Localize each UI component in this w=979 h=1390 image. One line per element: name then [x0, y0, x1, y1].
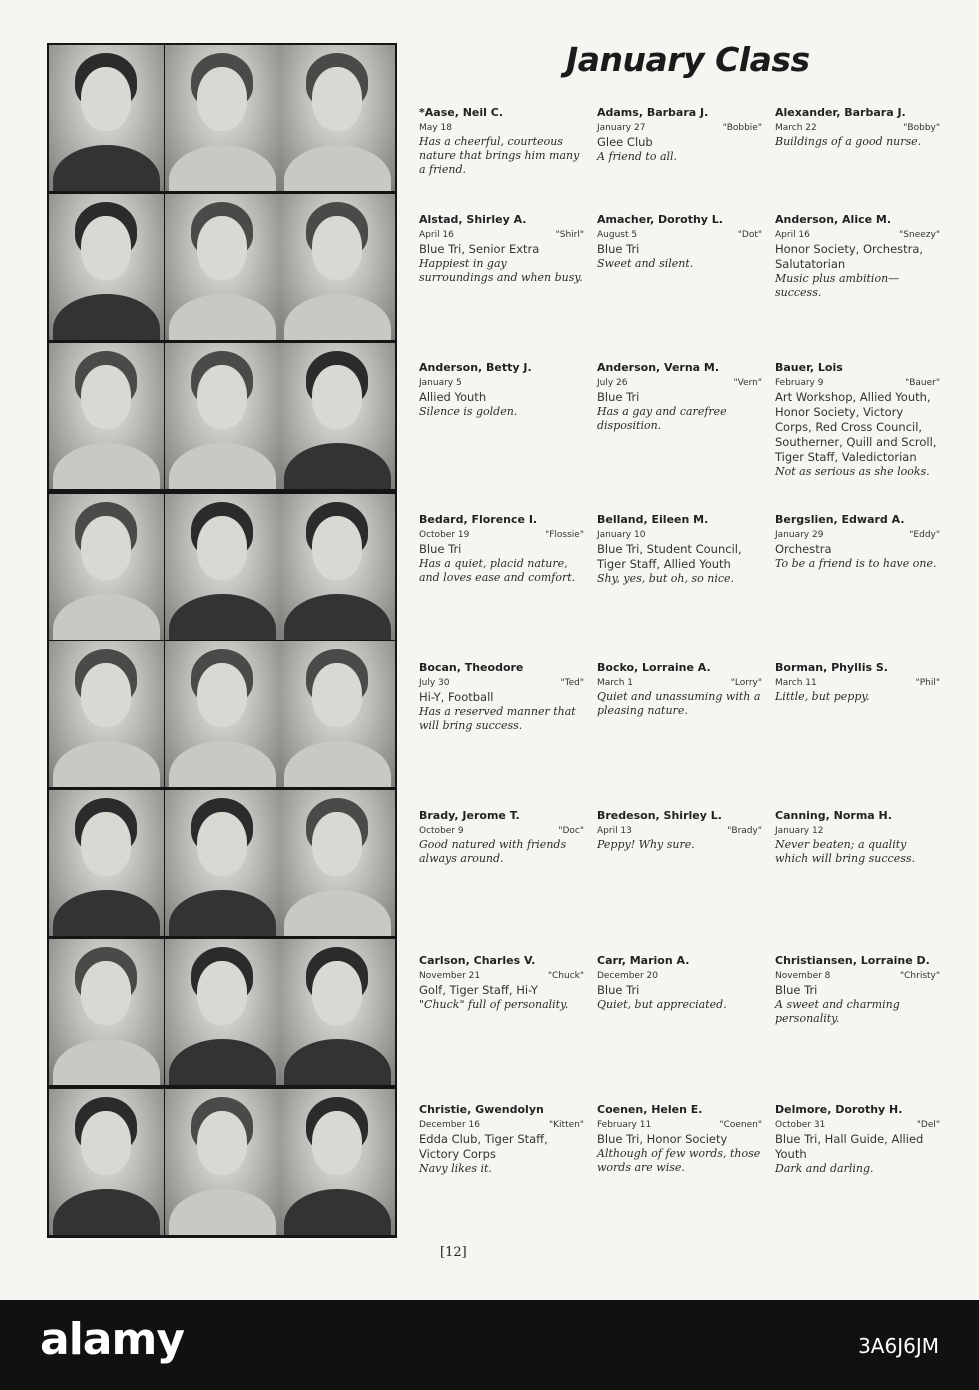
student-activities: Hi-Y, Football: [419, 690, 494, 704]
student-name: Anderson, Verna M.: [597, 361, 720, 374]
student-quote: Quiet, but appreciated.: [597, 998, 727, 1011]
student-birthday: April 16: [775, 230, 810, 240]
student-name: Carlson, Charles V.: [419, 954, 536, 967]
student-activities: Blue Tri: [597, 242, 640, 256]
student-activities: Blue Tri, Senior Extra: [419, 242, 540, 256]
student-portrait: [280, 790, 395, 936]
student-name: Amacher, Dorothy L.: [597, 213, 723, 226]
student-quote: To be a friend is to have one.: [775, 557, 937, 570]
student-entry: [775, 212, 940, 300]
student-activities: Blue Tri, Student Council, Tiger Staff, Allied Youth: [597, 542, 742, 571]
student-quote: "Chuck" full of personality.: [419, 998, 569, 1011]
student-quote: Shy, yes, but oh, so nice.: [597, 572, 735, 585]
student-entry: [419, 105, 584, 177]
student-portrait: [280, 1089, 395, 1235]
student-name: Bocan, Theodore: [419, 661, 524, 674]
student-portrait: [165, 790, 280, 936]
student-nickname: "Coenen": [719, 1120, 762, 1130]
student-entry: [419, 1102, 584, 1176]
student-activities: Blue Tri: [597, 983, 640, 997]
student-birthday: August 5: [597, 230, 638, 240]
student-entry: [775, 660, 940, 704]
student-birthday: January 5: [419, 378, 462, 388]
student-nickname: "Phil": [915, 678, 940, 688]
student-activities: Blue Tri, Honor Society: [597, 1132, 728, 1146]
watermark-bar: [0, 1300, 979, 1390]
student-name: Alexander, Barbara J.: [775, 106, 906, 119]
student-name: Delmore, Dorothy H.: [775, 1103, 903, 1116]
student-entry: [419, 808, 584, 866]
student-entry: [419, 660, 584, 733]
student-portrait: [165, 343, 280, 489]
portrait-grid: [47, 43, 397, 1238]
student-birthday: November 21: [419, 971, 481, 981]
student-quote: Good natured with friends always around.: [419, 838, 567, 865]
student-birthday: February 11: [597, 1120, 652, 1130]
student-entry: [597, 660, 762, 718]
student-nickname: "Lorry": [730, 678, 762, 688]
student-nickname: "Christy": [899, 971, 940, 981]
student-activities: Blue Tri, Hall Guide, Allied Youth: [775, 1132, 924, 1161]
student-name: Borman, Phyllis S.: [775, 661, 888, 674]
student-activities: Orchestra: [775, 542, 832, 556]
student-quote: Silence is golden.: [419, 405, 518, 418]
student-portrait: [49, 494, 164, 640]
student-birthday: May 18: [419, 123, 452, 133]
student-name: Carr, Marion A.: [597, 954, 690, 967]
student-name: Belland, Eileen M.: [597, 513, 709, 526]
student-birthday: November 8: [775, 971, 831, 981]
student-activities: Honor Society, Orchestra, Salutatorian: [775, 242, 924, 271]
student-quote: A sweet and charming personality.: [775, 998, 900, 1025]
student-quote: Music plus ambition—success.: [775, 272, 900, 299]
student-activities: Blue Tri: [597, 390, 640, 404]
student-quote: Buildings of a good nurse.: [775, 135, 922, 148]
student-name: Brady, Jerome T.: [419, 809, 520, 822]
student-portrait: [49, 194, 164, 340]
student-portrait: [49, 939, 164, 1085]
page-number: [12]: [440, 1245, 467, 1260]
student-quote: Not as serious as she looks.: [775, 465, 930, 478]
student-portrait: [165, 45, 280, 191]
watermark-logo: alamy: [40, 1314, 184, 1365]
student-entry: [597, 1102, 762, 1175]
student-portrait: [165, 1089, 280, 1235]
student-nickname: "Bobby": [903, 123, 940, 133]
student-quote: Has a cheerful, courteous nature that brings him many a friend.: [419, 135, 580, 176]
student-birthday: July 26: [597, 378, 628, 388]
student-entry: [419, 212, 584, 285]
student-entry: [597, 512, 762, 586]
student-activities: Edda Club, Tiger Staff, Victory Corps: [419, 1132, 548, 1161]
student-nickname: "Dot": [737, 230, 762, 240]
student-name: Christie, Gwendolyn: [419, 1103, 544, 1116]
student-portrait: [165, 641, 280, 787]
student-portrait: [49, 45, 164, 191]
student-quote: Has a reserved manner that will bring success.: [419, 705, 576, 732]
student-activities: Blue Tri: [775, 983, 818, 997]
student-name: Canning, Norma H.: [775, 809, 892, 822]
student-name: *Aase, Neil C.: [419, 106, 503, 119]
student-portrait: [280, 494, 395, 640]
student-portrait: [49, 343, 164, 489]
student-name: Coenen, Helen E.: [597, 1103, 703, 1116]
student-entry: [597, 212, 762, 271]
page-title: January Class: [566, 40, 810, 79]
student-nickname: "Brady": [727, 826, 762, 836]
student-name: Bocko, Lorraine A.: [597, 661, 711, 674]
student-name: Alstad, Shirley A.: [419, 213, 527, 226]
student-entry: [597, 808, 762, 852]
student-quote: Has a quiet, placid nature, and loves ease and comfort.: [419, 557, 576, 584]
student-nickname: "Eddy": [909, 530, 940, 540]
student-birthday: February 9: [775, 378, 824, 388]
student-nickname: "Sneezy": [899, 230, 940, 240]
student-quote: Little, but peppy.: [775, 690, 870, 703]
student-quote: Never beaten; a quality which will bring success.: [775, 838, 916, 865]
student-birthday: January 29: [775, 530, 824, 540]
student-quote: Navy likes it.: [419, 1162, 492, 1175]
student-birthday: December 20: [597, 971, 658, 981]
student-nickname: "Doc": [558, 826, 584, 836]
student-entry: [775, 105, 940, 149]
student-birthday: October 31: [775, 1120, 826, 1130]
student-birthday: October 19: [419, 530, 470, 540]
student-name: Adams, Barbara J.: [597, 106, 709, 119]
student-activities: Art Workshop, Allied Youth, Honor Society, Victory Corps, Red Cross Council, Southerner, Quill and Scroll, Tiger Staff, Valedictorian: [775, 390, 937, 464]
student-entry: [775, 360, 940, 479]
student-birthday: January 10: [597, 530, 646, 540]
student-nickname: "Ted": [560, 678, 584, 688]
student-nickname: "Kitten": [549, 1120, 584, 1130]
student-birthday: March 1: [597, 678, 634, 688]
student-birthday: January 12: [775, 826, 824, 836]
student-nickname: "Shirl": [555, 230, 584, 240]
student-nickname: "Bauer": [905, 378, 940, 388]
student-portrait: [49, 641, 164, 787]
student-portrait: [165, 494, 280, 640]
student-portrait: [49, 1089, 164, 1235]
student-nickname: "Flossie": [545, 530, 584, 540]
student-entry: [597, 953, 762, 1012]
student-birthday: March 11: [775, 678, 817, 688]
student-entry: [775, 953, 940, 1026]
student-quote: Quiet and unassuming with a pleasing nature.: [597, 690, 761, 717]
student-birthday: April 16: [419, 230, 454, 240]
student-quote: A friend to all.: [597, 150, 678, 163]
student-portrait: [165, 939, 280, 1085]
student-quote: Happiest in gay surroundings and when busy.: [419, 257, 583, 284]
student-quote: Dark and darling.: [775, 1162, 874, 1175]
student-name: Christiansen, Lorraine D.: [775, 954, 930, 967]
student-portrait: [280, 45, 395, 191]
student-quote: Although of few words, those words are wise.: [597, 1147, 761, 1174]
student-portrait: [280, 194, 395, 340]
student-name: Anderson, Alice M.: [775, 213, 892, 226]
student-activities: Allied Youth: [419, 390, 487, 404]
student-birthday: April 13: [597, 826, 632, 836]
student-entry: [597, 105, 762, 164]
student-name: Bauer, Lois: [775, 361, 843, 374]
student-portrait: [280, 641, 395, 787]
student-quote: Has a gay and carefree disposition.: [597, 405, 727, 432]
student-birthday: March 22: [775, 123, 817, 133]
student-name: Bedard, Florence I.: [419, 513, 538, 526]
student-activities: Glee Club: [597, 135, 653, 149]
student-activities: Blue Tri: [419, 542, 462, 556]
student-name: Anderson, Betty J.: [419, 361, 532, 374]
student-name: Bredeson, Shirley L.: [597, 809, 722, 822]
student-portrait: [165, 194, 280, 340]
student-portrait: [280, 343, 395, 489]
student-entry: [775, 808, 940, 866]
student-entry: [419, 512, 584, 585]
student-name: Bergslien, Edward A.: [775, 513, 905, 526]
student-nickname: "Vern": [733, 378, 762, 388]
watermark-image-id: 3A6J6JM: [858, 1334, 939, 1358]
student-quote: Sweet and silent.: [597, 257, 694, 270]
student-entry: [775, 512, 940, 571]
student-entry: [597, 360, 762, 433]
student-nickname: "Del": [916, 1120, 940, 1130]
student-portrait: [49, 790, 164, 936]
student-nickname: "Chuck": [547, 971, 584, 981]
student-entry: [775, 1102, 940, 1176]
student-birthday: July 30: [419, 678, 450, 688]
student-nickname: "Bobbie": [722, 123, 762, 133]
student-portrait: [280, 939, 395, 1085]
student-birthday: January 27: [597, 123, 646, 133]
student-birthday: October 9: [419, 826, 464, 836]
student-entry: [419, 953, 584, 1012]
student-birthday: December 16: [419, 1120, 480, 1130]
student-entry: [419, 360, 584, 419]
student-quote: Peppy! Why sure.: [597, 838, 695, 851]
student-activities: Golf, Tiger Staff, Hi-Y: [419, 983, 538, 997]
